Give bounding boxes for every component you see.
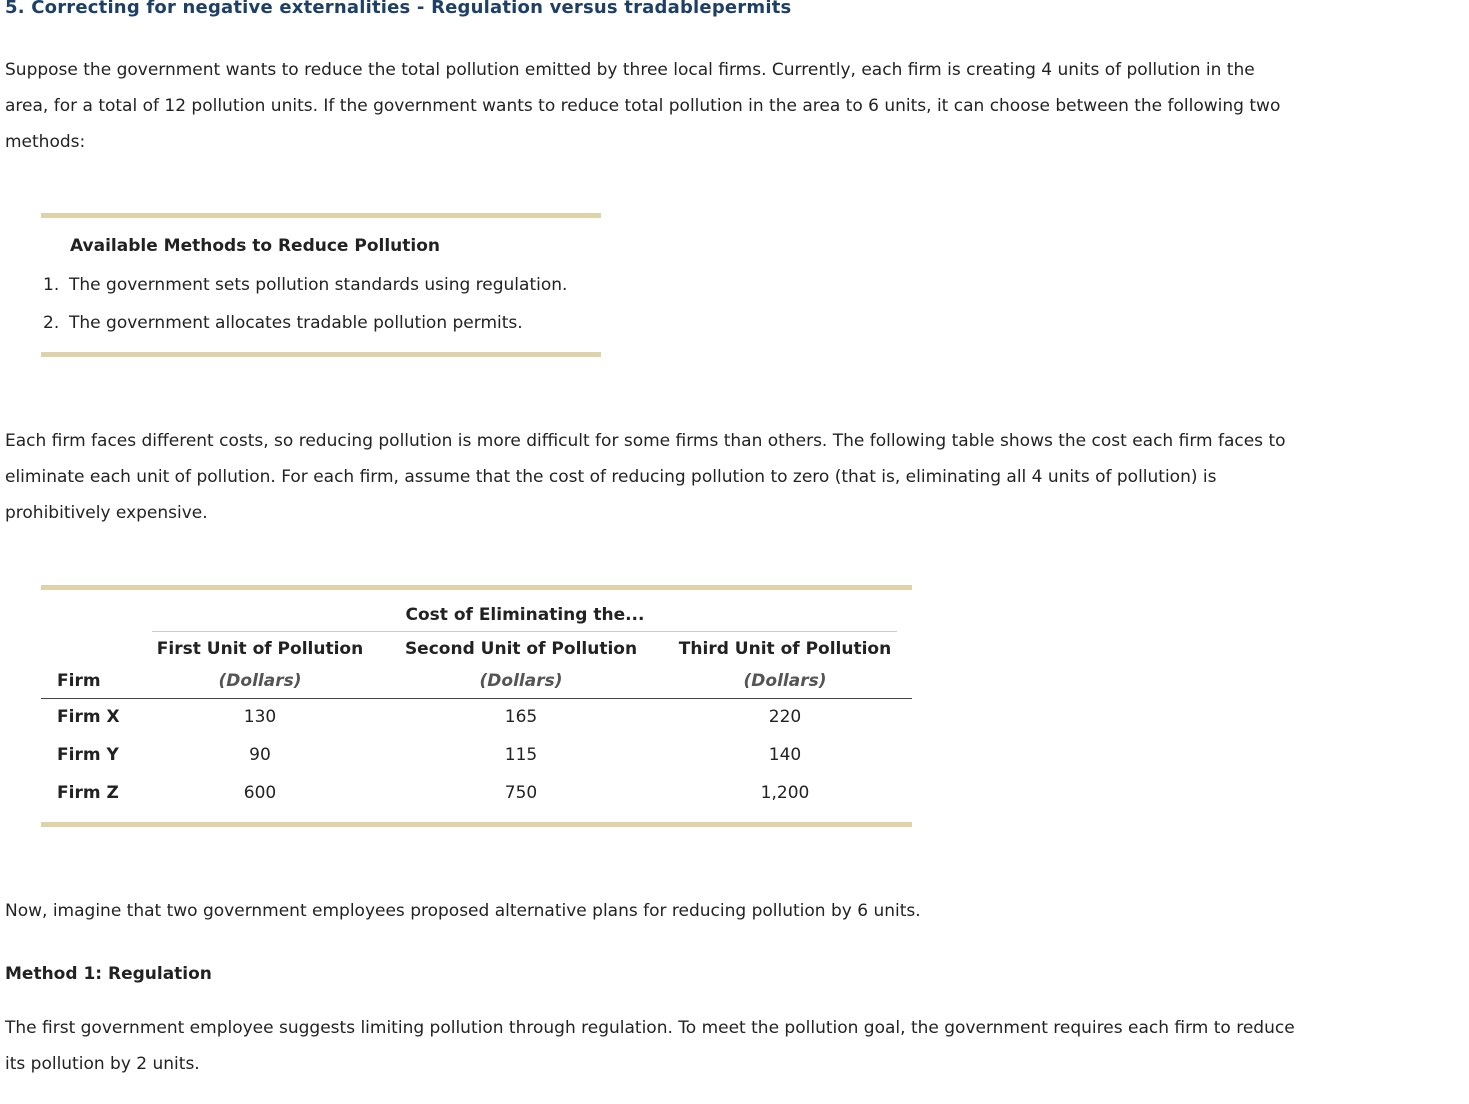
- method-1-line-1: The first government employee suggests limiting pollution through regulation. To meet the pollution goal, the government requires each firm to reduce: [5, 1018, 1295, 1038]
- intro-line-3: methods:: [5, 132, 86, 152]
- column-header-firm: Firm: [57, 671, 101, 691]
- column-header-first-unit: First Unit of Pollution: [156, 639, 364, 659]
- cell-value: 165: [504, 707, 538, 727]
- method-item-number: 2.: [43, 313, 60, 333]
- row-firm-label: Firm Z: [57, 783, 119, 803]
- method-item-2: [43, 313, 523, 333]
- method-item-1: [43, 275, 567, 295]
- methods-box-top-rule: [41, 213, 601, 218]
- page-title: 5. Correcting for negative externalities - Regulation versus tradablepermits: [5, 0, 792, 18]
- cell-value: 140: [768, 745, 802, 765]
- unit-label-second: (Dollars): [479, 671, 563, 691]
- method-item-text: The government sets pollution standards using regulation.: [69, 275, 568, 295]
- column-header-third-unit: Third Unit of Pollution: [678, 639, 892, 659]
- table-bottom-rule: [41, 822, 912, 827]
- now-paragraph: Now, imagine that two government employees proposed alternative plans for reducing pollution by 6 units.: [5, 901, 921, 921]
- cell-value: 750: [504, 783, 538, 803]
- methods-box-bottom-rule: [41, 352, 601, 357]
- row-firm-label: Firm Y: [57, 745, 119, 765]
- cell-value: 220: [768, 707, 802, 727]
- cell-value: 600: [243, 783, 277, 803]
- table-top-rule: [41, 585, 912, 590]
- methods-heading: Available Methods to Reduce Pollution: [70, 236, 441, 256]
- cell-value: 130: [243, 707, 277, 727]
- method-item-text: The government allocates tradable pollution permits.: [69, 313, 523, 333]
- method-1-line-2: its pollution by 2 units.: [5, 1054, 200, 1074]
- intro-line-2: area, for a total of 12 pollution units. If the government wants to reduce total pollution in the area to 6 units, it can choose between the following two: [5, 96, 1281, 116]
- row-firm-label: Firm X: [57, 707, 120, 727]
- unit-label-third: (Dollars): [743, 671, 827, 691]
- costs-line-2: eliminate each unit of pollution. For each firm, assume that the cost of reducing pollution to zero (that is, eliminating all 4 units of pollution) is: [5, 467, 1217, 487]
- group-header-underline: [152, 631, 897, 632]
- column-header-second-unit: Second Unit of Pollution: [404, 639, 638, 659]
- intro-line-1: Suppose the government wants to reduce the total pollution emitted by three local firms. Currently, each firm is creating 4 units of pollution in the: [5, 60, 1255, 80]
- cell-value: 115: [504, 745, 538, 765]
- method-1-heading: Method 1: Regulation: [5, 964, 212, 984]
- cell-value: 1,200: [760, 783, 810, 803]
- group-header: Cost of Eliminating the...: [405, 605, 645, 625]
- costs-line-1: Each firm faces different costs, so reducing pollution is more difficult for some firms than others. The following table shows the cost each firm faces to: [5, 431, 1286, 451]
- cell-value: 90: [249, 745, 271, 765]
- costs-line-3: prohibitively expensive.: [5, 503, 208, 523]
- method-item-number: 1.: [43, 275, 60, 295]
- unit-label-first: (Dollars): [218, 671, 302, 691]
- header-divider: [41, 698, 912, 699]
